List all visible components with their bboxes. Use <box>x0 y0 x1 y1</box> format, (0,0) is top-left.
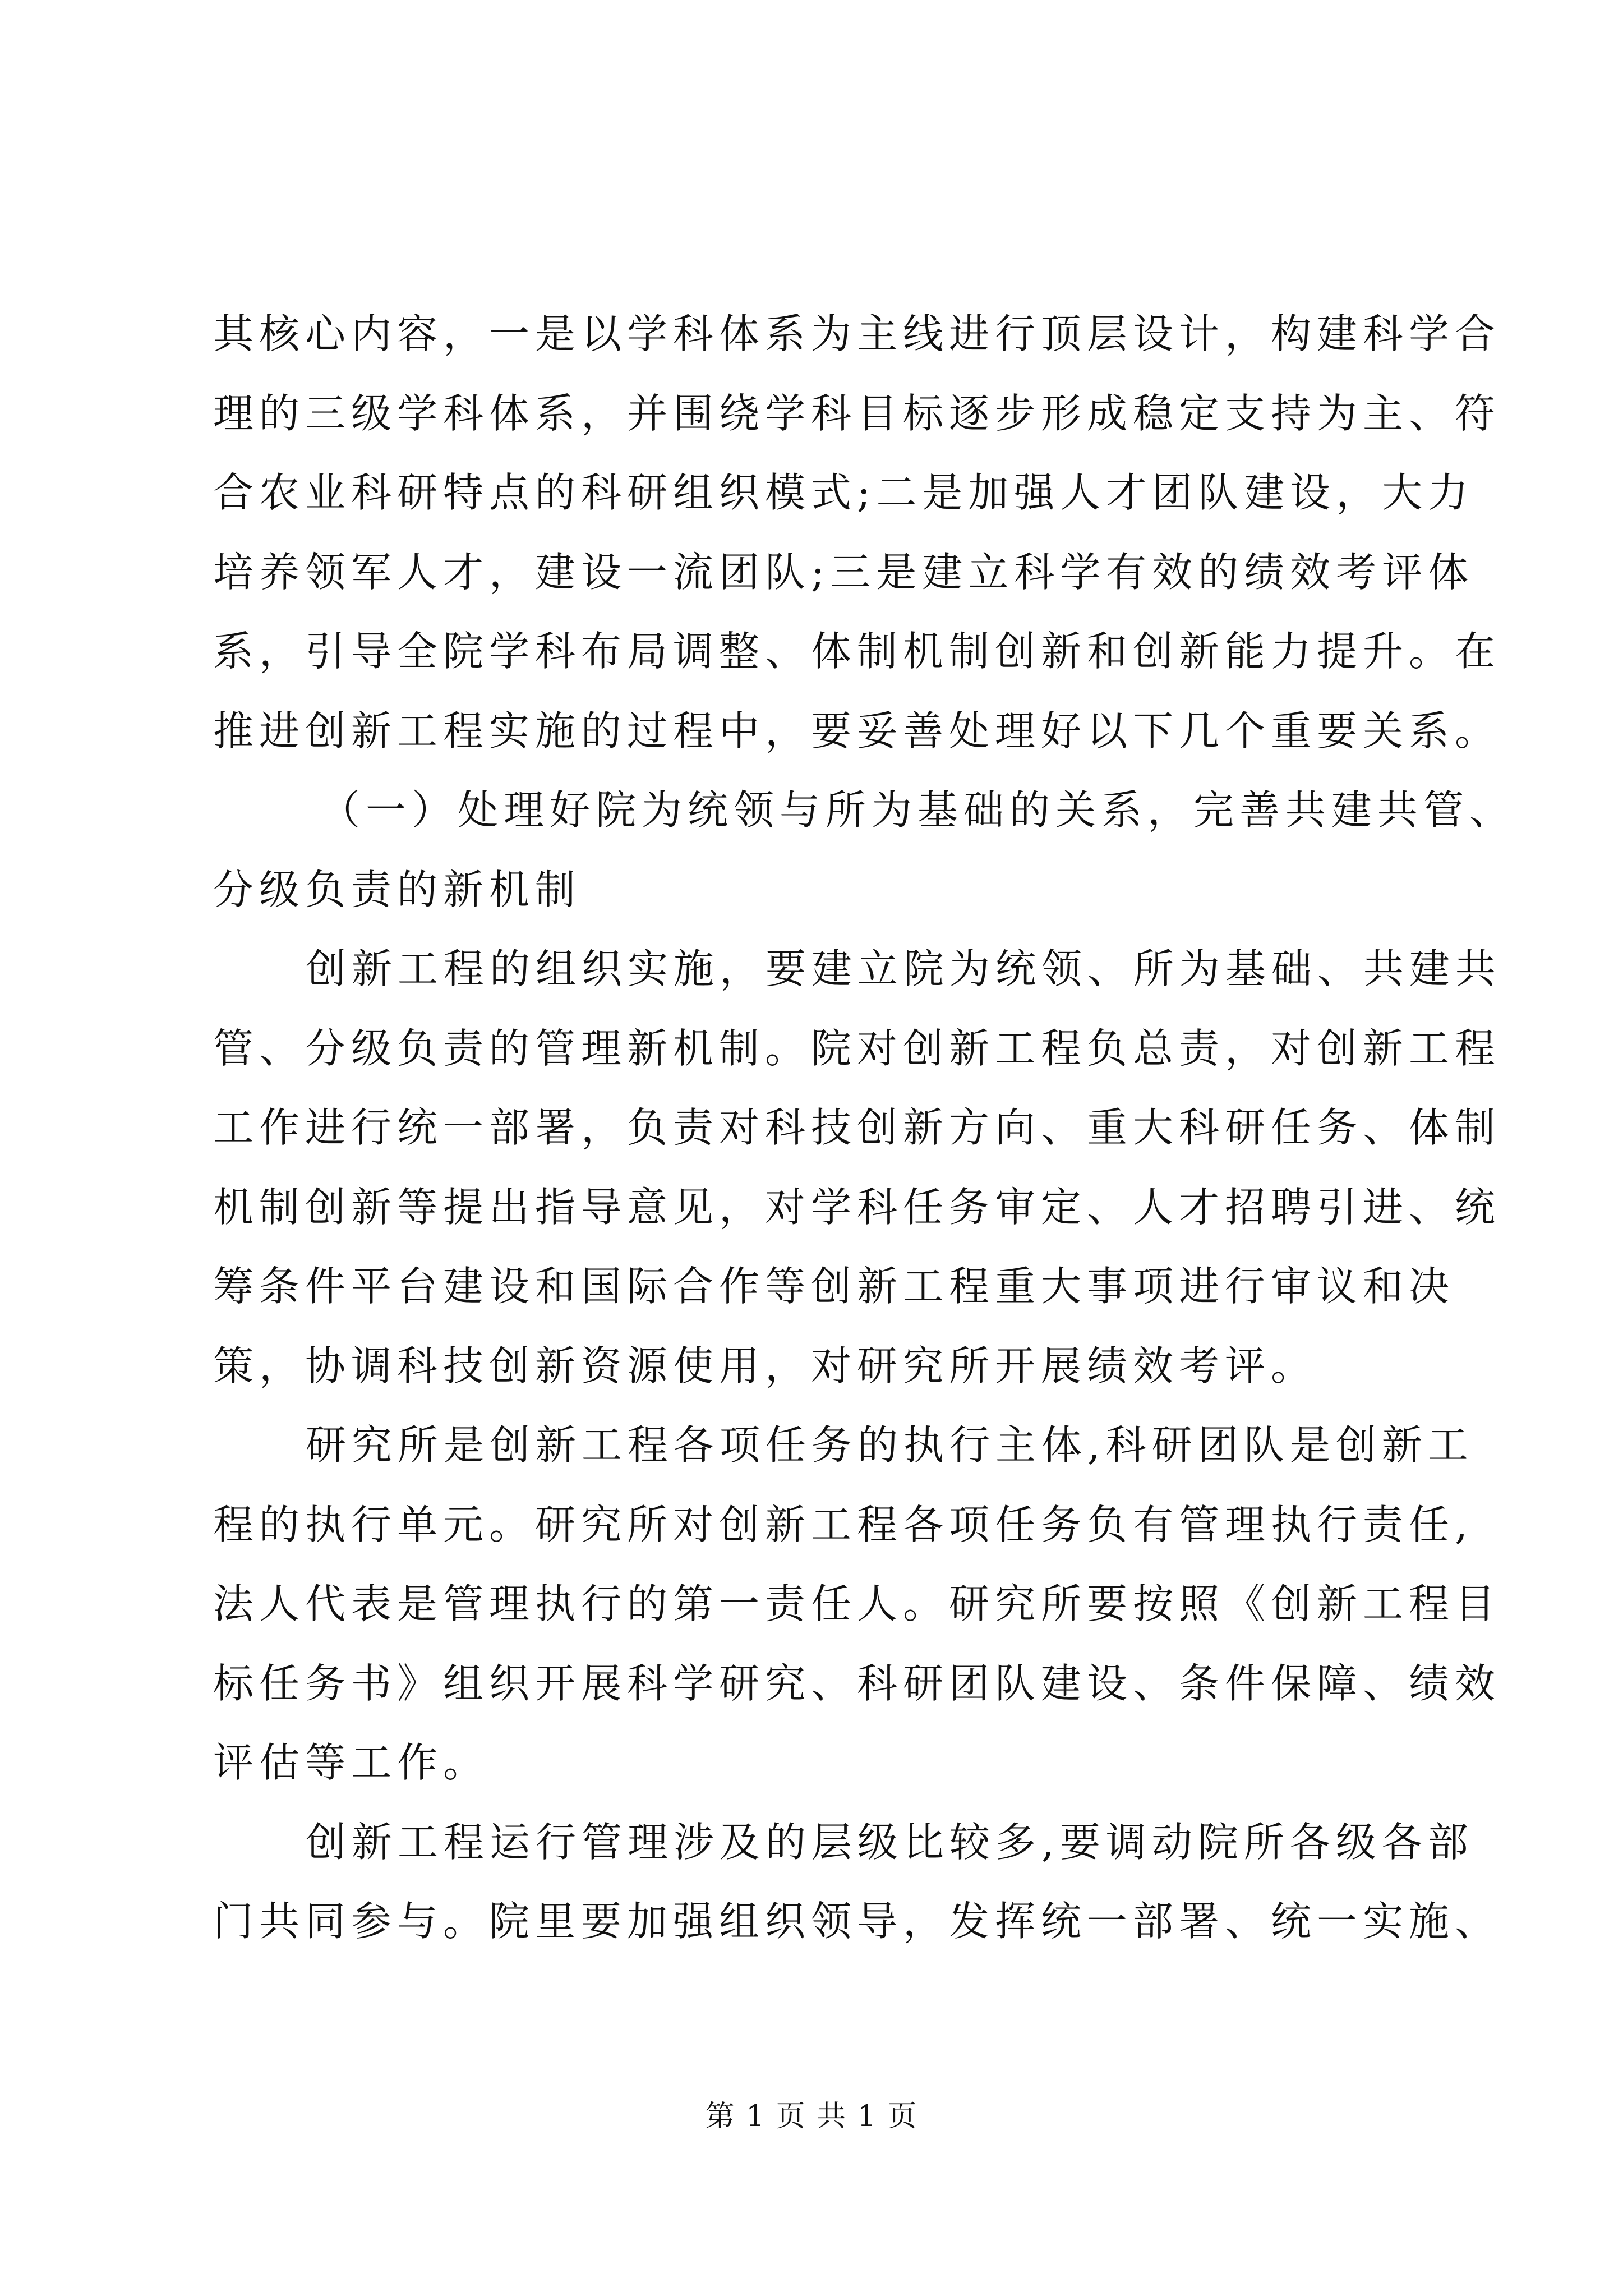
paragraph-line: 理的三级学科体系，并围绕学科目标逐步形成稳定支持为主、符 <box>213 389 1501 437</box>
paragraph-line: 系，引导全院学科布局调整、体制机制创新和创新能力提升。在 <box>213 628 1501 675</box>
paragraph-line: 研究所是创新工程各项任务的执行主体,科研团队是创新工 <box>306 1421 1474 1469</box>
paragraph-line: 创新工程运行管理涉及的层级比较多,要调动院所各级各部 <box>306 1818 1474 1866</box>
paragraph-line: 机制创新等提出指导意见，对学科任务审定、人才招聘引进、统 <box>213 1183 1501 1231</box>
paragraph-line: 程的执行单元。研究所对创新工程各项任务负有管理执行责任, <box>213 1501 1473 1548</box>
paragraph-line: 门共同参与。院里要加强组织领导，发挥统一部署、统一实施、 <box>213 1898 1501 1945</box>
paragraph-line: 推进创新工程实施的过程中，要妥善处理好以下几个重要关系。 <box>213 707 1501 754</box>
section-heading-line: 分级负责的新机制 <box>213 866 582 913</box>
paragraph-line: 其核心内容，一是以学科体系为主线进行顶层设计，构建科学合 <box>213 310 1501 357</box>
paragraph-line: 合农业科研特点的科研组织模式;二是加强人才团队建设，大力 <box>213 469 1474 516</box>
page-number-label: 第 1 页 共 1 页 <box>705 2100 918 2133</box>
section-heading-line: （一）处理好院为统领与所为基础的关系，完善共建共管、 <box>320 786 1516 834</box>
paragraph-line: 法人代表是管理执行的第一责任人。研究所要按照《创新工程目 <box>213 1580 1501 1627</box>
paragraph-line: 标任务书》组织开展科学研究、科研团队建设、条件保障、绩效 <box>213 1659 1501 1707</box>
paragraph-line: 创新工程的组织实施，要建立院为统领、所为基础、共建共 <box>306 945 1502 992</box>
paragraph-line: 策，协调科技创新资源使用，对研究所开展绩效考评。 <box>213 1342 1317 1389</box>
paragraph-line: 工作进行统一部署，负责对科技创新方向、重大科研任务、体制 <box>213 1104 1501 1151</box>
paragraph-line: 管、分级负责的管理新机制。院对创新工程负总责，对创新工程 <box>213 1024 1501 1072</box>
document-body <box>213 295 1516 1962</box>
paragraph-line: 评估等工作。 <box>213 1739 490 1786</box>
paragraph-line: 培养领军人才，建设一流团队;三是建立科学有效的绩效考评体 <box>213 548 1474 596</box>
paragraph-line: 筹条件平台建设和国际合作等创新工程重大事项进行审议和决 <box>213 1263 1455 1310</box>
page-footer <box>0 2097 1623 2136</box>
